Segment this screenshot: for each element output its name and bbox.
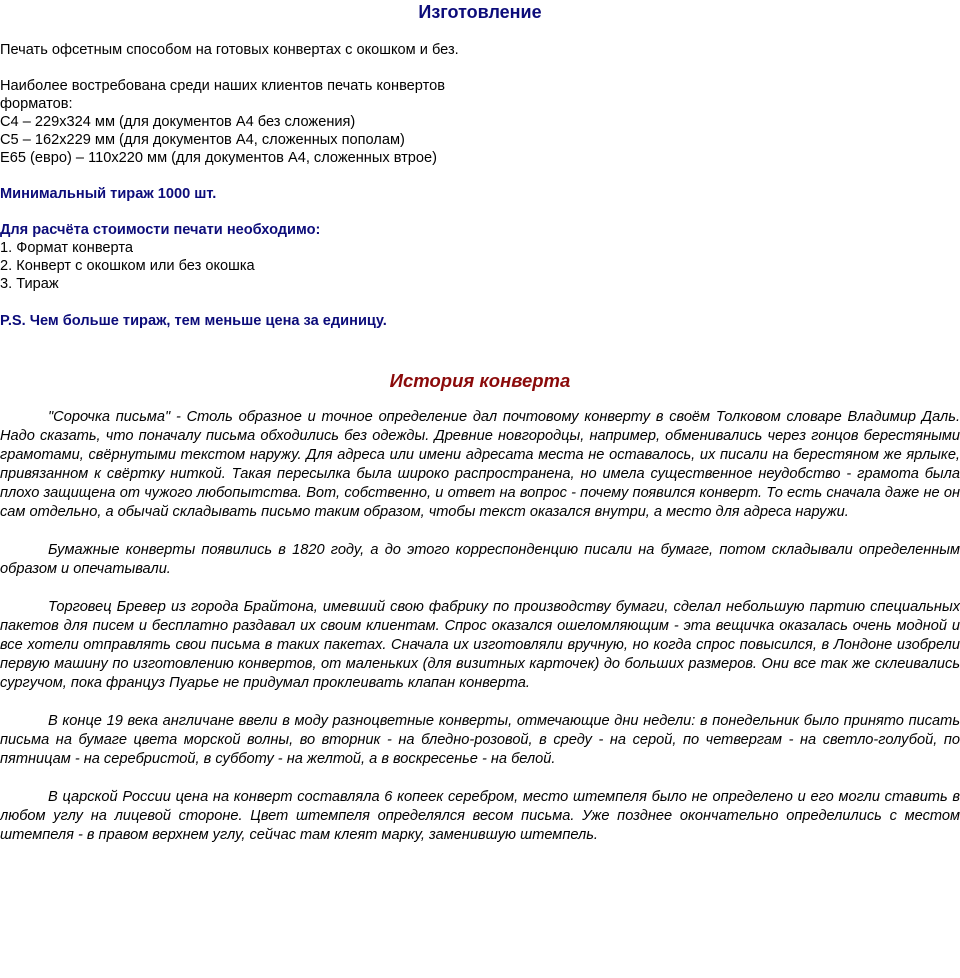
calc-item: 1. Формат конверта (0, 240, 133, 256)
calc-list (0, 239, 960, 293)
history-paragraph: Торговец Бревер из города Брайтона, имевший свою фабрику по производству бумаги, сделал небольшую партию специальных пакетов для писем и бесплатно раздавал их своим клиентам. Спрос оказался ошеломляющим - эта вещичка оказалась очень модной и все хотели отправлять свои письма в таких пакетах. Сначала их изготовляли вручную, но когда спрос повысился, в Лондоне изобрели первую машину по изготовлению конвертов, от маленьких (для визитных карточек) до больших размеров. Они все так же склеивались сургучом, пока француз Пуарье не придумал проклеивать клапан конверта. (0, 599, 960, 691)
format-item-c5: С5 – 162х229 мм (для документов А4, сложенных пополам) (0, 132, 405, 148)
manufacturing-title: Изготовление (418, 2, 542, 22)
formats-block (0, 77, 960, 167)
formats-lead-line-1: Наиболее востребована среди наших клиентов печать конвертов (0, 78, 445, 94)
calc-title: Для расчёта стоимости печати необходимо: (0, 222, 321, 238)
ps-note: P.S. Чем больше тираж, тем меньше цена за единицу. (0, 313, 387, 329)
formats-lead-line-2: форматов: (0, 96, 73, 112)
calc-item: 3. Тираж (0, 276, 59, 292)
min-run-note: Минимальный тираж 1000 шт. (0, 186, 217, 202)
format-item-c4: С4 – 229х324 мм (для документов А4 без сложения) (0, 114, 356, 130)
history-paragraph: В конце 19 века англичане ввели в моду разноцветные конверты, отмечающие дни недели: в понедельник было принято писать письма на бумаге цвета морской волны, во вторник - на бледно-розовой, в среду - на серой, по четвергам - на светло-голубой, по пятницам - на серебристой, в субботу - на желтой, а в воскресенье - на белой. (0, 713, 960, 767)
history-text (0, 408, 960, 845)
intro-text: Печать офсетным способом на готовых конвертах с окошком и без. (0, 42, 459, 58)
history-paragraph: В царской России цена на конверт составляла 6 копеек серебром, место штемпеля было не определено и его могли ставить в любом углу на лицевой стороне. Цвет штемпеля определялся весом письма. Уже позднее окончательно определились с местом штемпеля - в правом верхнем углу, сейчас там клеят марку, заменившую штемпель. (0, 789, 960, 843)
calc-item: 2. Конверт с окошком или без окошка (0, 258, 255, 274)
history-paragraph: "Сорочка письма" - Столь образное и точное определение дал почтовому конверту в своём Толковом словаре Владимир Даль. Надо сказать, что поначалу письма обходились без одежды. Древние новгородцы, например, обменивались через гонцов берестяными грамотами, свёрнутыми текстом наружу. Для адреса или имени адресата места не оставалось, их писали на берестяном же ярлыке, привязанном к свёртку ниткой. Такая пересылка была широко распространена, но имела существенное неудобство - грамота была плохо защищена от чужого любопытства. Вот, собственно, и ответ на вопрос - почему появился конверт. То есть сначала даже не он сам отдельно, а обычай складывать письмо таким образом, чтобы текст оказался внутри, а место для адреса наружи. (0, 409, 960, 520)
history-paragraph: Бумажные конверты появились в 1820 году, а до этого корреспонденцию писали на бумаге, потом складывали определенным образом и опечатывали. (0, 542, 960, 577)
history-title: История конверта (389, 370, 571, 391)
calc-block (0, 221, 960, 293)
format-item-e65: Е65 (евро) – 110х220 мм (для документов А4, сложенных втрое) (0, 150, 438, 166)
manufacturing-intro (0, 41, 960, 59)
